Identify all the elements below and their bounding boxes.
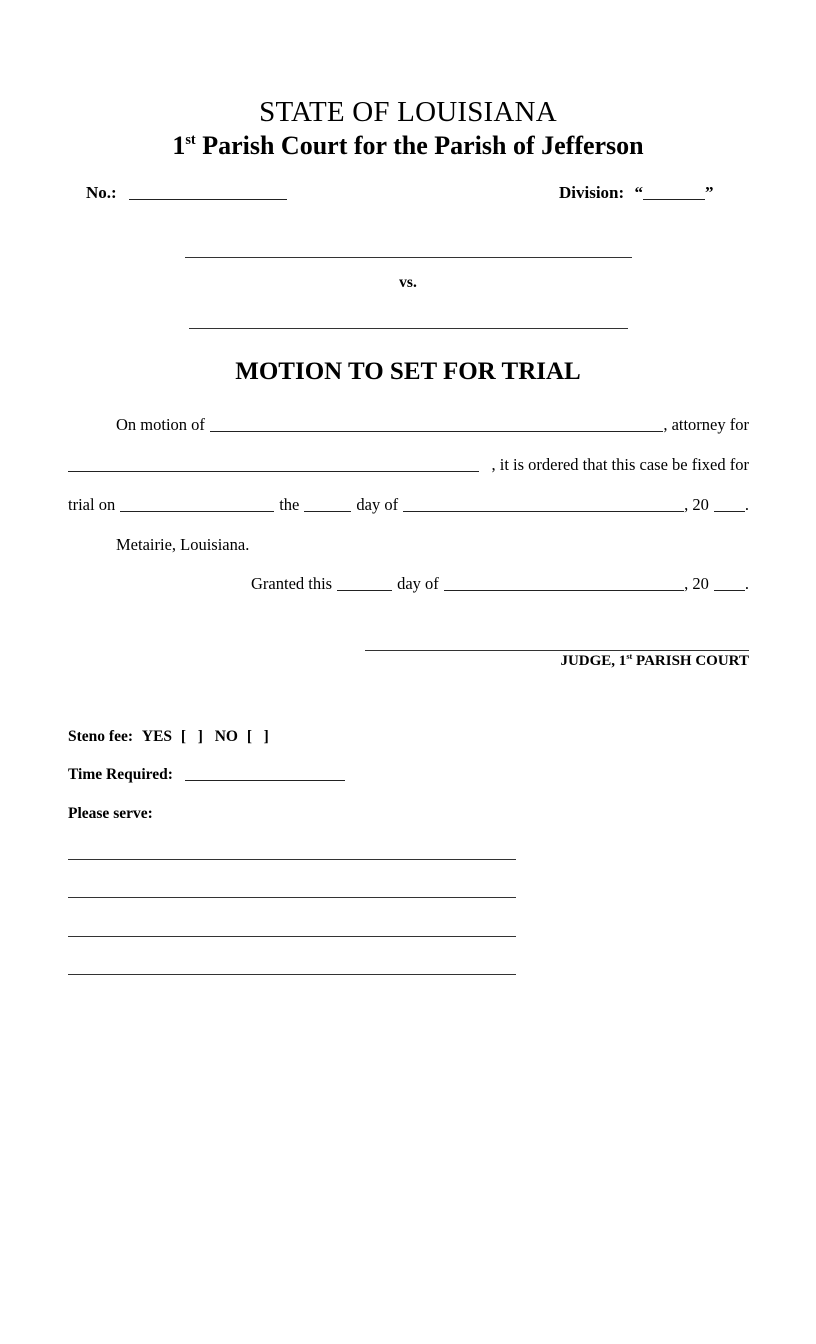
court-name: Parish Court for the Parish of Jefferson <box>195 131 644 160</box>
trial-year-field[interactable] <box>714 510 745 512</box>
judge-signature-field[interactable] <box>365 650 749 651</box>
year-prefix-label: , 20 <box>684 495 709 514</box>
time-required-label: Time Required: <box>68 766 173 783</box>
location-text: Metairie, Louisiana. <box>116 535 250 554</box>
court-ordinal: 1 <box>172 131 186 160</box>
serve-line-3[interactable] <box>68 936 516 937</box>
time-required-field[interactable] <box>185 779 345 781</box>
case-number-row <box>86 183 289 203</box>
motion-line-1 <box>68 415 749 435</box>
trial-date-field[interactable] <box>120 510 274 512</box>
steno-fee-row <box>68 728 269 746</box>
serve-line-1[interactable] <box>68 859 516 860</box>
division-field[interactable] <box>643 198 705 200</box>
case-number-label: No.: <box>86 183 117 202</box>
trial-on-label: trial on <box>68 495 116 514</box>
granted-day-field[interactable] <box>337 589 392 591</box>
attorney-field[interactable] <box>210 430 663 432</box>
granted-year-field[interactable] <box>714 589 745 591</box>
trial-month-field[interactable] <box>403 510 684 512</box>
day-of-label: day of <box>356 495 399 514</box>
steno-fee-label: Steno fee: <box>68 728 133 745</box>
judge-label-rest: PARISH COURT <box>632 653 749 669</box>
steno-no-checkbox[interactable]: [ ] <box>246 728 269 745</box>
steno-yes-label: YES <box>141 728 173 745</box>
division-close-quote: ” <box>704 183 714 202</box>
serve-line-2[interactable] <box>68 897 516 898</box>
granted-day-of-label: day of <box>397 574 439 593</box>
judge-label <box>560 653 749 670</box>
document-title <box>0 358 816 386</box>
ordered-text: , it is ordered that this case be fixed for <box>491 455 749 474</box>
granted-year-prefix: , 20 <box>684 574 709 593</box>
state-heading-text: STATE OF LOUISIANA <box>259 96 557 128</box>
division-label: Division: <box>559 183 625 202</box>
defendant-field[interactable] <box>189 328 628 329</box>
motion-line-3 <box>68 495 749 515</box>
line-end-period: . <box>744 495 749 514</box>
court-ordinal-suffix: st <box>185 132 196 148</box>
division-open-quote: “ <box>634 183 643 202</box>
plaintiff-field[interactable] <box>185 257 632 258</box>
granted-end-period: . <box>744 574 749 593</box>
granted-line <box>251 574 749 594</box>
court-heading <box>0 131 816 161</box>
serve-line-4[interactable] <box>68 974 516 975</box>
versus-label <box>0 274 816 292</box>
location-line <box>116 535 249 555</box>
steno-no-label: NO <box>214 728 238 745</box>
please-serve-label <box>68 805 153 823</box>
please-serve-text: Please serve: <box>68 805 153 822</box>
document-title-text: MOTION TO SET FOR TRIAL <box>235 358 581 385</box>
steno-yes-checkbox[interactable]: [ ] <box>180 728 203 745</box>
trial-day-field[interactable] <box>304 510 351 512</box>
time-required-row <box>68 766 347 784</box>
division-row <box>559 183 713 203</box>
attorney-for-label: , attorney for <box>663 415 749 434</box>
state-heading <box>0 96 816 129</box>
versus-text: vs. <box>399 274 417 291</box>
granted-month-field[interactable] <box>444 589 684 591</box>
motion-line-2 <box>68 455 749 475</box>
granted-this-label: Granted this <box>251 574 333 593</box>
the-label: the <box>279 495 300 514</box>
case-number-field[interactable] <box>129 198 287 200</box>
client-field[interactable] <box>68 470 479 472</box>
judge-label-prefix: JUDGE, 1 <box>560 653 627 669</box>
on-motion-of-label: On motion of <box>116 415 205 434</box>
judge-label-sup: st <box>626 652 633 662</box>
